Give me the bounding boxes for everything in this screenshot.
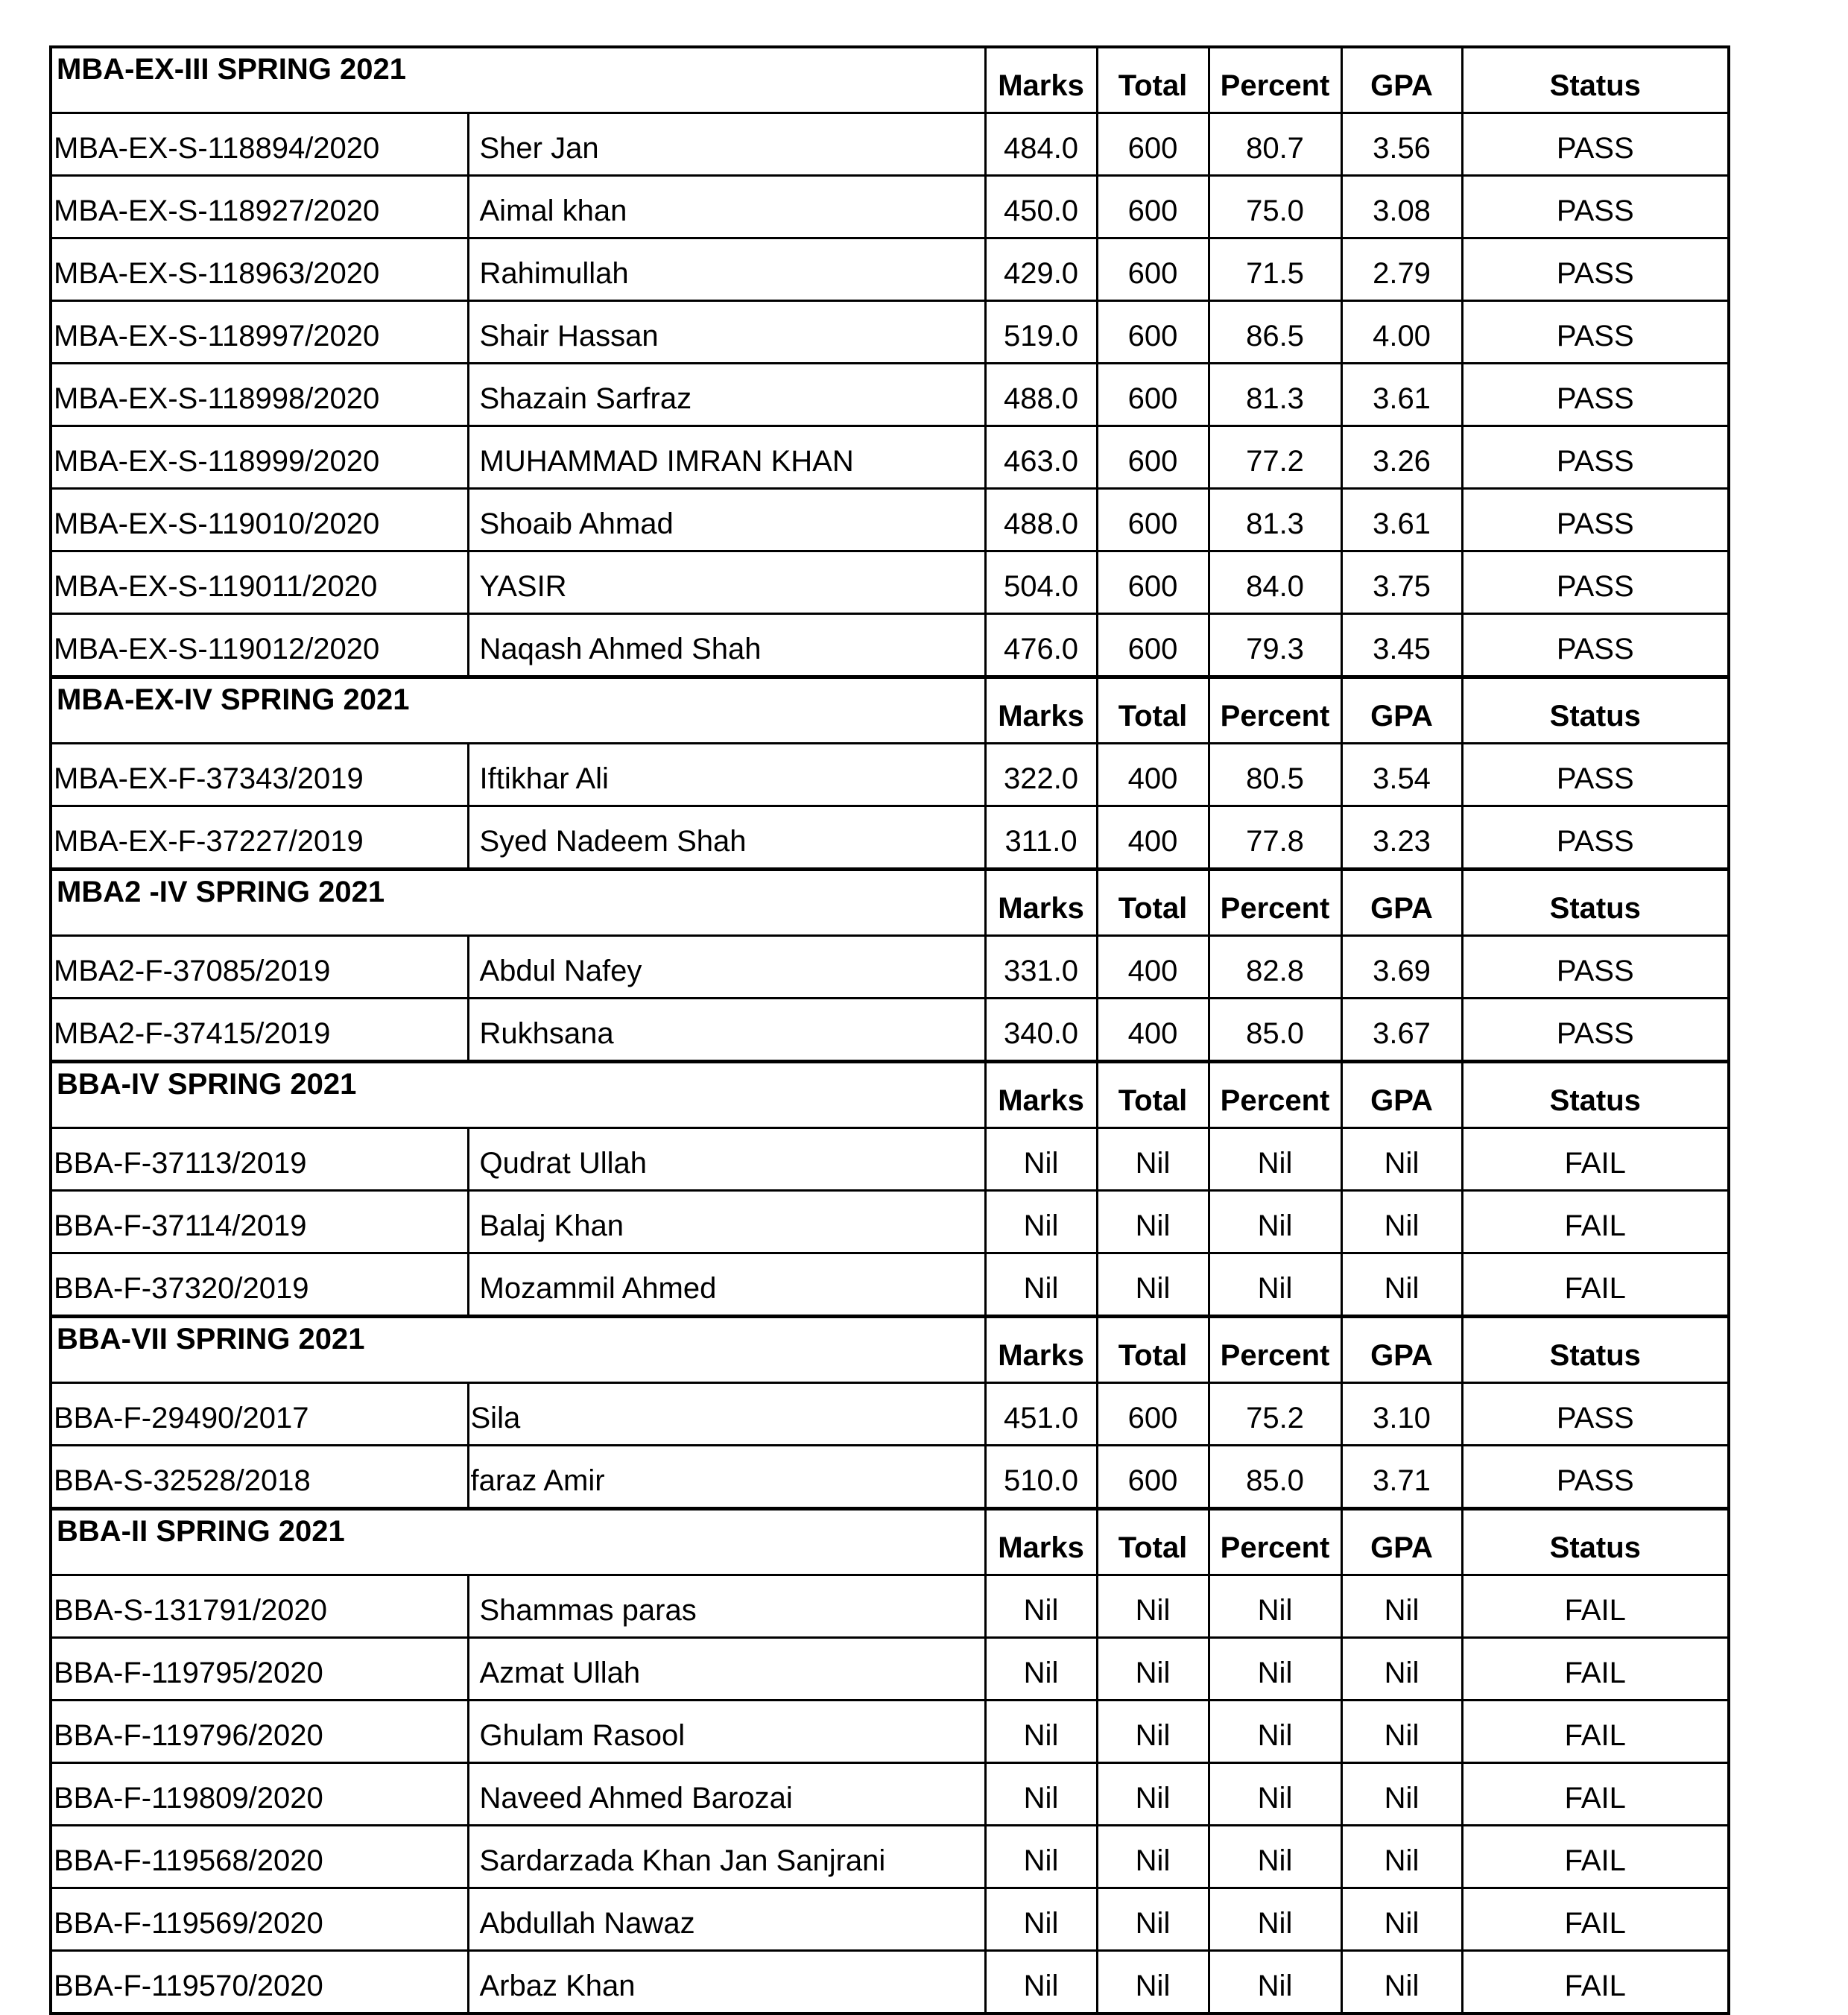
percent-cell: Nil <box>1209 1888 1341 1951</box>
registration-number: MBA-EX-F-37227/2019 <box>51 806 468 870</box>
table-row <box>51 744 1729 806</box>
gpa-cell: Nil <box>1341 1701 1462 1763</box>
section-header-row <box>51 1062 1729 1128</box>
status-cell: FAIL <box>1462 1763 1729 1826</box>
section-header-row <box>51 677 1729 744</box>
registration-number: BBA-F-37114/2019 <box>51 1191 468 1253</box>
registration-number: MBA2-F-37085/2019 <box>51 936 468 999</box>
total-cell: Nil <box>1097 1701 1209 1763</box>
table-row <box>51 364 1729 426</box>
student-name: Shoaib Ahmad <box>468 489 985 551</box>
gpa-cell: Nil <box>1341 1575 1462 1638</box>
percent-cell: 80.7 <box>1209 113 1341 176</box>
student-name: Qudrat Ullah <box>468 1128 985 1191</box>
gpa-cell: 3.10 <box>1341 1383 1462 1446</box>
gpa-cell: 3.69 <box>1341 936 1462 999</box>
column-header-total: Total <box>1097 870 1209 936</box>
column-header-total: Total <box>1097 1509 1209 1575</box>
results-table <box>49 45 1730 2015</box>
total-cell: Nil <box>1097 1763 1209 1826</box>
student-name: Abdullah Nawaz <box>468 1888 985 1951</box>
marks-cell: 451.0 <box>985 1383 1097 1446</box>
total-cell: Nil <box>1097 1888 1209 1951</box>
gpa-cell: Nil <box>1341 1638 1462 1701</box>
gpa-cell: Nil <box>1341 1128 1462 1191</box>
marks-cell: Nil <box>985 1253 1097 1317</box>
table-row <box>51 238 1729 301</box>
status-cell: FAIL <box>1462 1951 1729 2014</box>
total-cell: 600 <box>1097 176 1209 238</box>
registration-number: MBA-EX-S-118999/2020 <box>51 426 468 489</box>
gpa-cell: 3.61 <box>1341 489 1462 551</box>
table-row <box>51 1888 1729 1951</box>
table-row <box>51 301 1729 364</box>
student-name: MUHAMMAD IMRAN KHAN <box>468 426 985 489</box>
table-row <box>51 176 1729 238</box>
status-cell: PASS <box>1462 806 1729 870</box>
gpa-cell: Nil <box>1341 1951 1462 2014</box>
status-cell: PASS <box>1462 614 1729 677</box>
student-name: Abdul Nafey <box>468 936 985 999</box>
table-row <box>51 614 1729 677</box>
registration-number: MBA-EX-S-118998/2020 <box>51 364 468 426</box>
column-header-percent: Percent <box>1209 677 1341 744</box>
total-cell: 600 <box>1097 614 1209 677</box>
total-cell: Nil <box>1097 1951 1209 2014</box>
marks-cell: 476.0 <box>985 614 1097 677</box>
column-header-marks: Marks <box>985 1317 1097 1383</box>
status-cell: PASS <box>1462 301 1729 364</box>
section-title: BBA-VII SPRING 2021 <box>51 1317 985 1383</box>
table-row <box>51 1763 1729 1826</box>
column-header-percent: Percent <box>1209 1509 1341 1575</box>
status-cell: FAIL <box>1462 1638 1729 1701</box>
percent-cell: 79.3 <box>1209 614 1341 677</box>
status-cell: PASS <box>1462 426 1729 489</box>
column-header-gpa: GPA <box>1341 1317 1462 1383</box>
percent-cell: 84.0 <box>1209 551 1341 614</box>
total-cell: Nil <box>1097 1575 1209 1638</box>
marks-cell: 311.0 <box>985 806 1097 870</box>
marks-cell: 340.0 <box>985 999 1097 1062</box>
registration-number: MBA-EX-S-119010/2020 <box>51 489 468 551</box>
marks-cell: 510.0 <box>985 1446 1097 1509</box>
gpa-cell: 3.08 <box>1341 176 1462 238</box>
total-cell: 400 <box>1097 744 1209 806</box>
column-header-percent: Percent <box>1209 1062 1341 1128</box>
gpa-cell: 3.23 <box>1341 806 1462 870</box>
total-cell: 400 <box>1097 936 1209 999</box>
registration-number: BBA-F-29490/2017 <box>51 1383 468 1446</box>
column-header-total: Total <box>1097 677 1209 744</box>
student-name: Shazain Sarfraz <box>468 364 985 426</box>
status-cell: PASS <box>1462 176 1729 238</box>
registration-number: BBA-F-37320/2019 <box>51 1253 468 1317</box>
registration-number: MBA-EX-S-118997/2020 <box>51 301 468 364</box>
column-header-percent: Percent <box>1209 870 1341 936</box>
table-row <box>51 806 1729 870</box>
status-cell: PASS <box>1462 936 1729 999</box>
table-row <box>51 1253 1729 1317</box>
registration-number: MBA-EX-F-37343/2019 <box>51 744 468 806</box>
status-cell: PASS <box>1462 238 1729 301</box>
status-cell: PASS <box>1462 1446 1729 1509</box>
registration-number: MBA-EX-S-119012/2020 <box>51 614 468 677</box>
percent-cell: 77.2 <box>1209 426 1341 489</box>
table-row <box>51 551 1729 614</box>
column-header-total: Total <box>1097 47 1209 113</box>
table-row <box>51 1575 1729 1638</box>
registration-number: BBA-S-131791/2020 <box>51 1575 468 1638</box>
student-name: YASIR <box>468 551 985 614</box>
status-cell: FAIL <box>1462 1128 1729 1191</box>
percent-cell: Nil <box>1209 1253 1341 1317</box>
marks-cell: Nil <box>985 1638 1097 1701</box>
status-cell: FAIL <box>1462 1888 1729 1951</box>
status-cell: FAIL <box>1462 1575 1729 1638</box>
marks-cell: 429.0 <box>985 238 1097 301</box>
status-cell: PASS <box>1462 551 1729 614</box>
registration-number: BBA-F-119568/2020 <box>51 1826 468 1888</box>
student-name: Sardarzada Khan Jan Sanjrani <box>468 1826 985 1888</box>
status-cell: PASS <box>1462 113 1729 176</box>
student-name: faraz Amir <box>468 1446 985 1509</box>
marks-cell: Nil <box>985 1701 1097 1763</box>
student-name: Ghulam Rasool <box>468 1701 985 1763</box>
student-name: Azmat Ullah <box>468 1638 985 1701</box>
marks-cell: Nil <box>985 1575 1097 1638</box>
column-header-status: Status <box>1462 1062 1729 1128</box>
table-row <box>51 1191 1729 1253</box>
registration-number: BBA-F-119570/2020 <box>51 1951 468 2014</box>
status-cell: PASS <box>1462 364 1729 426</box>
total-cell: Nil <box>1097 1128 1209 1191</box>
marks-cell: Nil <box>985 1191 1097 1253</box>
registration-number: BBA-S-32528/2018 <box>51 1446 468 1509</box>
status-cell: PASS <box>1462 744 1729 806</box>
section-header-row <box>51 870 1729 936</box>
marks-cell: 488.0 <box>985 364 1097 426</box>
gpa-cell: 3.54 <box>1341 744 1462 806</box>
gpa-cell: Nil <box>1341 1826 1462 1888</box>
registration-number: BBA-F-119569/2020 <box>51 1888 468 1951</box>
table-row <box>51 1128 1729 1191</box>
gpa-cell: Nil <box>1341 1763 1462 1826</box>
gpa-cell: 2.79 <box>1341 238 1462 301</box>
total-cell: Nil <box>1097 1638 1209 1701</box>
marks-cell: 504.0 <box>985 551 1097 614</box>
table-row <box>51 489 1729 551</box>
gpa-cell: 3.75 <box>1341 551 1462 614</box>
marks-cell: 484.0 <box>985 113 1097 176</box>
status-cell: FAIL <box>1462 1826 1729 1888</box>
total-cell: 600 <box>1097 1446 1209 1509</box>
section-title: BBA-II SPRING 2021 <box>51 1509 985 1575</box>
percent-cell: 86.5 <box>1209 301 1341 364</box>
student-name: Balaj Khan <box>468 1191 985 1253</box>
marks-cell: 331.0 <box>985 936 1097 999</box>
marks-cell: Nil <box>985 1826 1097 1888</box>
student-name: Rahimullah <box>468 238 985 301</box>
marks-cell: 519.0 <box>985 301 1097 364</box>
marks-cell: 463.0 <box>985 426 1097 489</box>
section-title: MBA-EX-IV SPRING 2021 <box>51 677 985 744</box>
student-name: Syed Nadeem Shah <box>468 806 985 870</box>
column-header-total: Total <box>1097 1317 1209 1383</box>
student-name: Rukhsana <box>468 999 985 1062</box>
gpa-cell: 3.61 <box>1341 364 1462 426</box>
percent-cell: 81.3 <box>1209 364 1341 426</box>
column-header-gpa: GPA <box>1341 47 1462 113</box>
gpa-cell: 3.71 <box>1341 1446 1462 1509</box>
column-header-percent: Percent <box>1209 47 1341 113</box>
table-row <box>51 1701 1729 1763</box>
column-header-marks: Marks <box>985 870 1097 936</box>
gpa-cell: 3.56 <box>1341 113 1462 176</box>
student-name: Shammas paras <box>468 1575 985 1638</box>
status-cell: FAIL <box>1462 1253 1729 1317</box>
status-cell: FAIL <box>1462 1701 1729 1763</box>
total-cell: Nil <box>1097 1826 1209 1888</box>
column-header-status: Status <box>1462 870 1729 936</box>
total-cell: 600 <box>1097 551 1209 614</box>
gpa-cell: Nil <box>1341 1888 1462 1951</box>
total-cell: 600 <box>1097 238 1209 301</box>
column-header-status: Status <box>1462 677 1729 744</box>
column-header-gpa: GPA <box>1341 1062 1462 1128</box>
column-header-percent: Percent <box>1209 1317 1341 1383</box>
registration-number: MBA-EX-S-118963/2020 <box>51 238 468 301</box>
status-cell: PASS <box>1462 489 1729 551</box>
section-title: MBA-EX-III SPRING 2021 <box>51 47 985 113</box>
table-row <box>51 999 1729 1062</box>
percent-cell: 77.8 <box>1209 806 1341 870</box>
column-header-gpa: GPA <box>1341 1509 1462 1575</box>
column-header-total: Total <box>1097 1062 1209 1128</box>
percent-cell: Nil <box>1209 1701 1341 1763</box>
percent-cell: Nil <box>1209 1128 1341 1191</box>
student-name: Shair Hassan <box>468 301 985 364</box>
registration-number: BBA-F-119796/2020 <box>51 1701 468 1763</box>
section-header-row <box>51 1317 1729 1383</box>
marks-cell: 488.0 <box>985 489 1097 551</box>
column-header-marks: Marks <box>985 1509 1097 1575</box>
column-header-marks: Marks <box>985 677 1097 744</box>
table-row <box>51 1446 1729 1509</box>
marks-cell: Nil <box>985 1951 1097 2014</box>
marks-cell: 322.0 <box>985 744 1097 806</box>
table-row <box>51 936 1729 999</box>
column-header-status: Status <box>1462 1509 1729 1575</box>
table-row <box>51 1383 1729 1446</box>
section-header-row <box>51 47 1729 113</box>
percent-cell: Nil <box>1209 1826 1341 1888</box>
percent-cell: Nil <box>1209 1575 1341 1638</box>
student-name: Sila <box>468 1383 985 1446</box>
total-cell: 600 <box>1097 113 1209 176</box>
table-row <box>51 1826 1729 1888</box>
registration-number: MBA2-F-37415/2019 <box>51 999 468 1062</box>
student-name: Arbaz Khan <box>468 1951 985 2014</box>
percent-cell: 75.2 <box>1209 1383 1341 1446</box>
marks-cell: 450.0 <box>985 176 1097 238</box>
percent-cell: Nil <box>1209 1763 1341 1826</box>
percent-cell: 85.0 <box>1209 1446 1341 1509</box>
section-title: BBA-IV SPRING 2021 <box>51 1062 985 1128</box>
table-row <box>51 113 1729 176</box>
student-name: Naqash Ahmed Shah <box>468 614 985 677</box>
total-cell: 600 <box>1097 489 1209 551</box>
gpa-cell: 3.45 <box>1341 614 1462 677</box>
student-name: Aimal khan <box>468 176 985 238</box>
total-cell: 600 <box>1097 426 1209 489</box>
student-name: Sher Jan <box>468 113 985 176</box>
section-header-row <box>51 1509 1729 1575</box>
column-header-status: Status <box>1462 1317 1729 1383</box>
registration-number: BBA-F-119795/2020 <box>51 1638 468 1701</box>
table-row <box>51 426 1729 489</box>
gpa-cell: 4.00 <box>1341 301 1462 364</box>
registration-number: MBA-EX-S-118894/2020 <box>51 113 468 176</box>
total-cell: 600 <box>1097 1383 1209 1446</box>
total-cell: 600 <box>1097 364 1209 426</box>
gpa-cell: 3.26 <box>1341 426 1462 489</box>
percent-cell: 81.3 <box>1209 489 1341 551</box>
total-cell: Nil <box>1097 1253 1209 1317</box>
column-header-marks: Marks <box>985 1062 1097 1128</box>
marks-cell: Nil <box>985 1128 1097 1191</box>
percent-cell: Nil <box>1209 1951 1341 2014</box>
gpa-cell: 3.67 <box>1341 999 1462 1062</box>
column-header-status: Status <box>1462 47 1729 113</box>
student-name: Naveed Ahmed Barozai <box>468 1763 985 1826</box>
column-header-gpa: GPA <box>1341 870 1462 936</box>
status-cell: FAIL <box>1462 1191 1729 1253</box>
total-cell: 400 <box>1097 806 1209 870</box>
column-header-gpa: GPA <box>1341 677 1462 744</box>
marks-cell: Nil <box>985 1763 1097 1826</box>
table-row <box>51 1638 1729 1701</box>
total-cell: 600 <box>1097 301 1209 364</box>
section-title: MBA2 -IV SPRING 2021 <box>51 870 985 936</box>
registration-number: BBA-F-119809/2020 <box>51 1763 468 1826</box>
registration-number: MBA-EX-S-118927/2020 <box>51 176 468 238</box>
gpa-cell: Nil <box>1341 1253 1462 1317</box>
results-body <box>51 47 1729 2014</box>
percent-cell: 80.5 <box>1209 744 1341 806</box>
percent-cell: 85.0 <box>1209 999 1341 1062</box>
student-name: Iftikhar Ali <box>468 744 985 806</box>
marks-cell: Nil <box>985 1888 1097 1951</box>
gpa-cell: Nil <box>1341 1191 1462 1253</box>
status-cell: PASS <box>1462 1383 1729 1446</box>
registration-number: MBA-EX-S-119011/2020 <box>51 551 468 614</box>
table-row <box>51 1951 1729 2014</box>
student-name: Mozammil Ahmed <box>468 1253 985 1317</box>
column-header-marks: Marks <box>985 47 1097 113</box>
percent-cell: 75.0 <box>1209 176 1341 238</box>
percent-cell: Nil <box>1209 1191 1341 1253</box>
percent-cell: 82.8 <box>1209 936 1341 999</box>
total-cell: 400 <box>1097 999 1209 1062</box>
status-cell: PASS <box>1462 999 1729 1062</box>
percent-cell: 71.5 <box>1209 238 1341 301</box>
total-cell: Nil <box>1097 1191 1209 1253</box>
registration-number: BBA-F-37113/2019 <box>51 1128 468 1191</box>
percent-cell: Nil <box>1209 1638 1341 1701</box>
